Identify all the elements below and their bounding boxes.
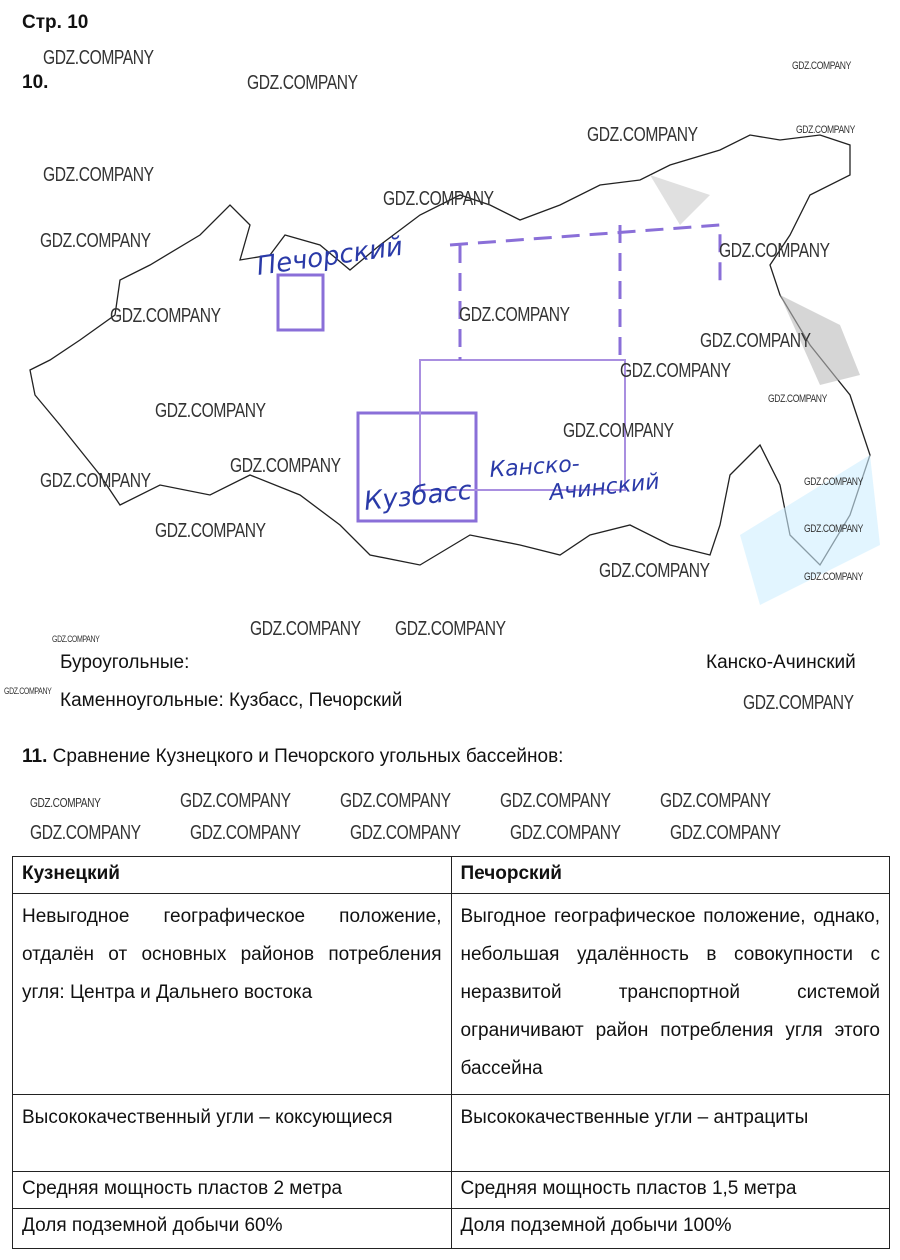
hatched-area: [650, 175, 710, 225]
watermark: GDZ.COMPANY: [804, 523, 863, 535]
task-11-number: 11.: [22, 746, 48, 767]
brown-coal-value: Канско-Ачинский: [706, 652, 856, 673]
watermark: GDZ.COMPANY: [804, 571, 863, 583]
table-row: [13, 894, 890, 1095]
cell: Высококачественный угли – коксующиеся: [13, 1095, 452, 1172]
pechora-basin-box: [278, 275, 323, 330]
map-label-kuzbass: Кузбасс: [362, 475, 474, 517]
watermark: GDZ.COMPANY: [40, 230, 151, 252]
cell: Невыгодное географическое положение, отдалён от основных районов потребления угля: Центра и Дальнего востока: [13, 894, 452, 1095]
watermark: GDZ.COMPANY: [43, 47, 154, 69]
watermark: GDZ.COMPANY: [510, 822, 621, 844]
watermark: GDZ.COMPANY: [500, 790, 611, 812]
table-row: [13, 1209, 890, 1249]
watermark: GDZ.COMPANY: [660, 790, 771, 812]
watermark: GDZ.COMPANY: [670, 822, 781, 844]
watermark: GDZ.COMPANY: [459, 304, 570, 326]
cell: Высококачественные угли – антрациты: [451, 1095, 890, 1172]
cell: Средняя мощность пластов 2 метра: [13, 1172, 452, 1209]
table-row: [13, 1172, 890, 1209]
watermark: GDZ.COMPANY: [52, 634, 100, 644]
page-label: Стр. 10: [22, 12, 89, 33]
watermark: GDZ.COMPANY: [155, 520, 266, 542]
map-label-kansk: Канско-: [488, 451, 581, 483]
cell: Доля подземной добычи 60%: [13, 1209, 452, 1249]
header-pechora: Печорский: [451, 857, 890, 894]
comparison-table: [12, 856, 890, 1249]
task-11-heading: [22, 746, 563, 768]
brown-coal-label: Буроугольные:: [60, 652, 190, 673]
watermark: GDZ.COMPANY: [792, 60, 851, 72]
cell: Средняя мощность пластов 1,5 метра: [451, 1172, 890, 1209]
watermark: GDZ.COMPANY: [350, 822, 461, 844]
watermark: GDZ.COMPANY: [395, 618, 506, 640]
header-kuznetsk: Кузнецкий: [13, 857, 452, 894]
watermark: GDZ.COMPANY: [230, 455, 341, 477]
watermark: GDZ.COMPANY: [110, 305, 221, 327]
watermark: GDZ.COMPANY: [4, 686, 52, 696]
map-label-achinsk: Ачинский: [548, 469, 661, 506]
hard-coal-line: Каменноугольные: Кузбасс, Печорский: [60, 690, 403, 711]
watermark: GDZ.COMPANY: [180, 790, 291, 812]
watermark: GDZ.COMPANY: [768, 393, 827, 405]
cell: Доля подземной добычи 100%: [451, 1209, 890, 1249]
watermark: GDZ.COMPANY: [30, 822, 141, 844]
watermark: GDZ.COMPANY: [30, 795, 101, 810]
watermark: GDZ.COMPANY: [743, 692, 854, 714]
watermark: GDZ.COMPANY: [620, 360, 731, 382]
watermark: GDZ.COMPANY: [247, 72, 358, 94]
cell: Выгодное географическое положение, однако, небольшая удалённость в совокупности с неразвитой транспортной системой ограничивают район потребления угля этого бассейна: [451, 894, 890, 1095]
table-header-row: [13, 857, 890, 894]
watermark: GDZ.COMPANY: [804, 476, 863, 488]
watermark: GDZ.COMPANY: [796, 124, 855, 136]
task-10-number: 10.: [22, 72, 49, 93]
watermark: GDZ.COMPANY: [383, 188, 494, 210]
table-row: [13, 1095, 890, 1172]
watermark: GDZ.COMPANY: [587, 124, 698, 146]
watermark: GDZ.COMPANY: [43, 164, 154, 186]
watermark: GDZ.COMPANY: [719, 240, 830, 262]
basin-dashed-lines: [450, 225, 720, 360]
watermark: GDZ.COMPANY: [250, 618, 361, 640]
watermark: GDZ.COMPANY: [155, 400, 266, 422]
watermark: GDZ.COMPANY: [40, 470, 151, 492]
watermark: GDZ.COMPANY: [340, 790, 451, 812]
watermark: GDZ.COMPANY: [190, 822, 301, 844]
watermark: GDZ.COMPANY: [599, 560, 710, 582]
map-label-pechora: Печорский: [254, 231, 405, 282]
watermark: GDZ.COMPANY: [700, 330, 811, 352]
watermark: GDZ.COMPANY: [563, 420, 674, 442]
task-11-title: Сравнение Кузнецкого и Печорского угольных бассейнов:: [52, 746, 564, 767]
